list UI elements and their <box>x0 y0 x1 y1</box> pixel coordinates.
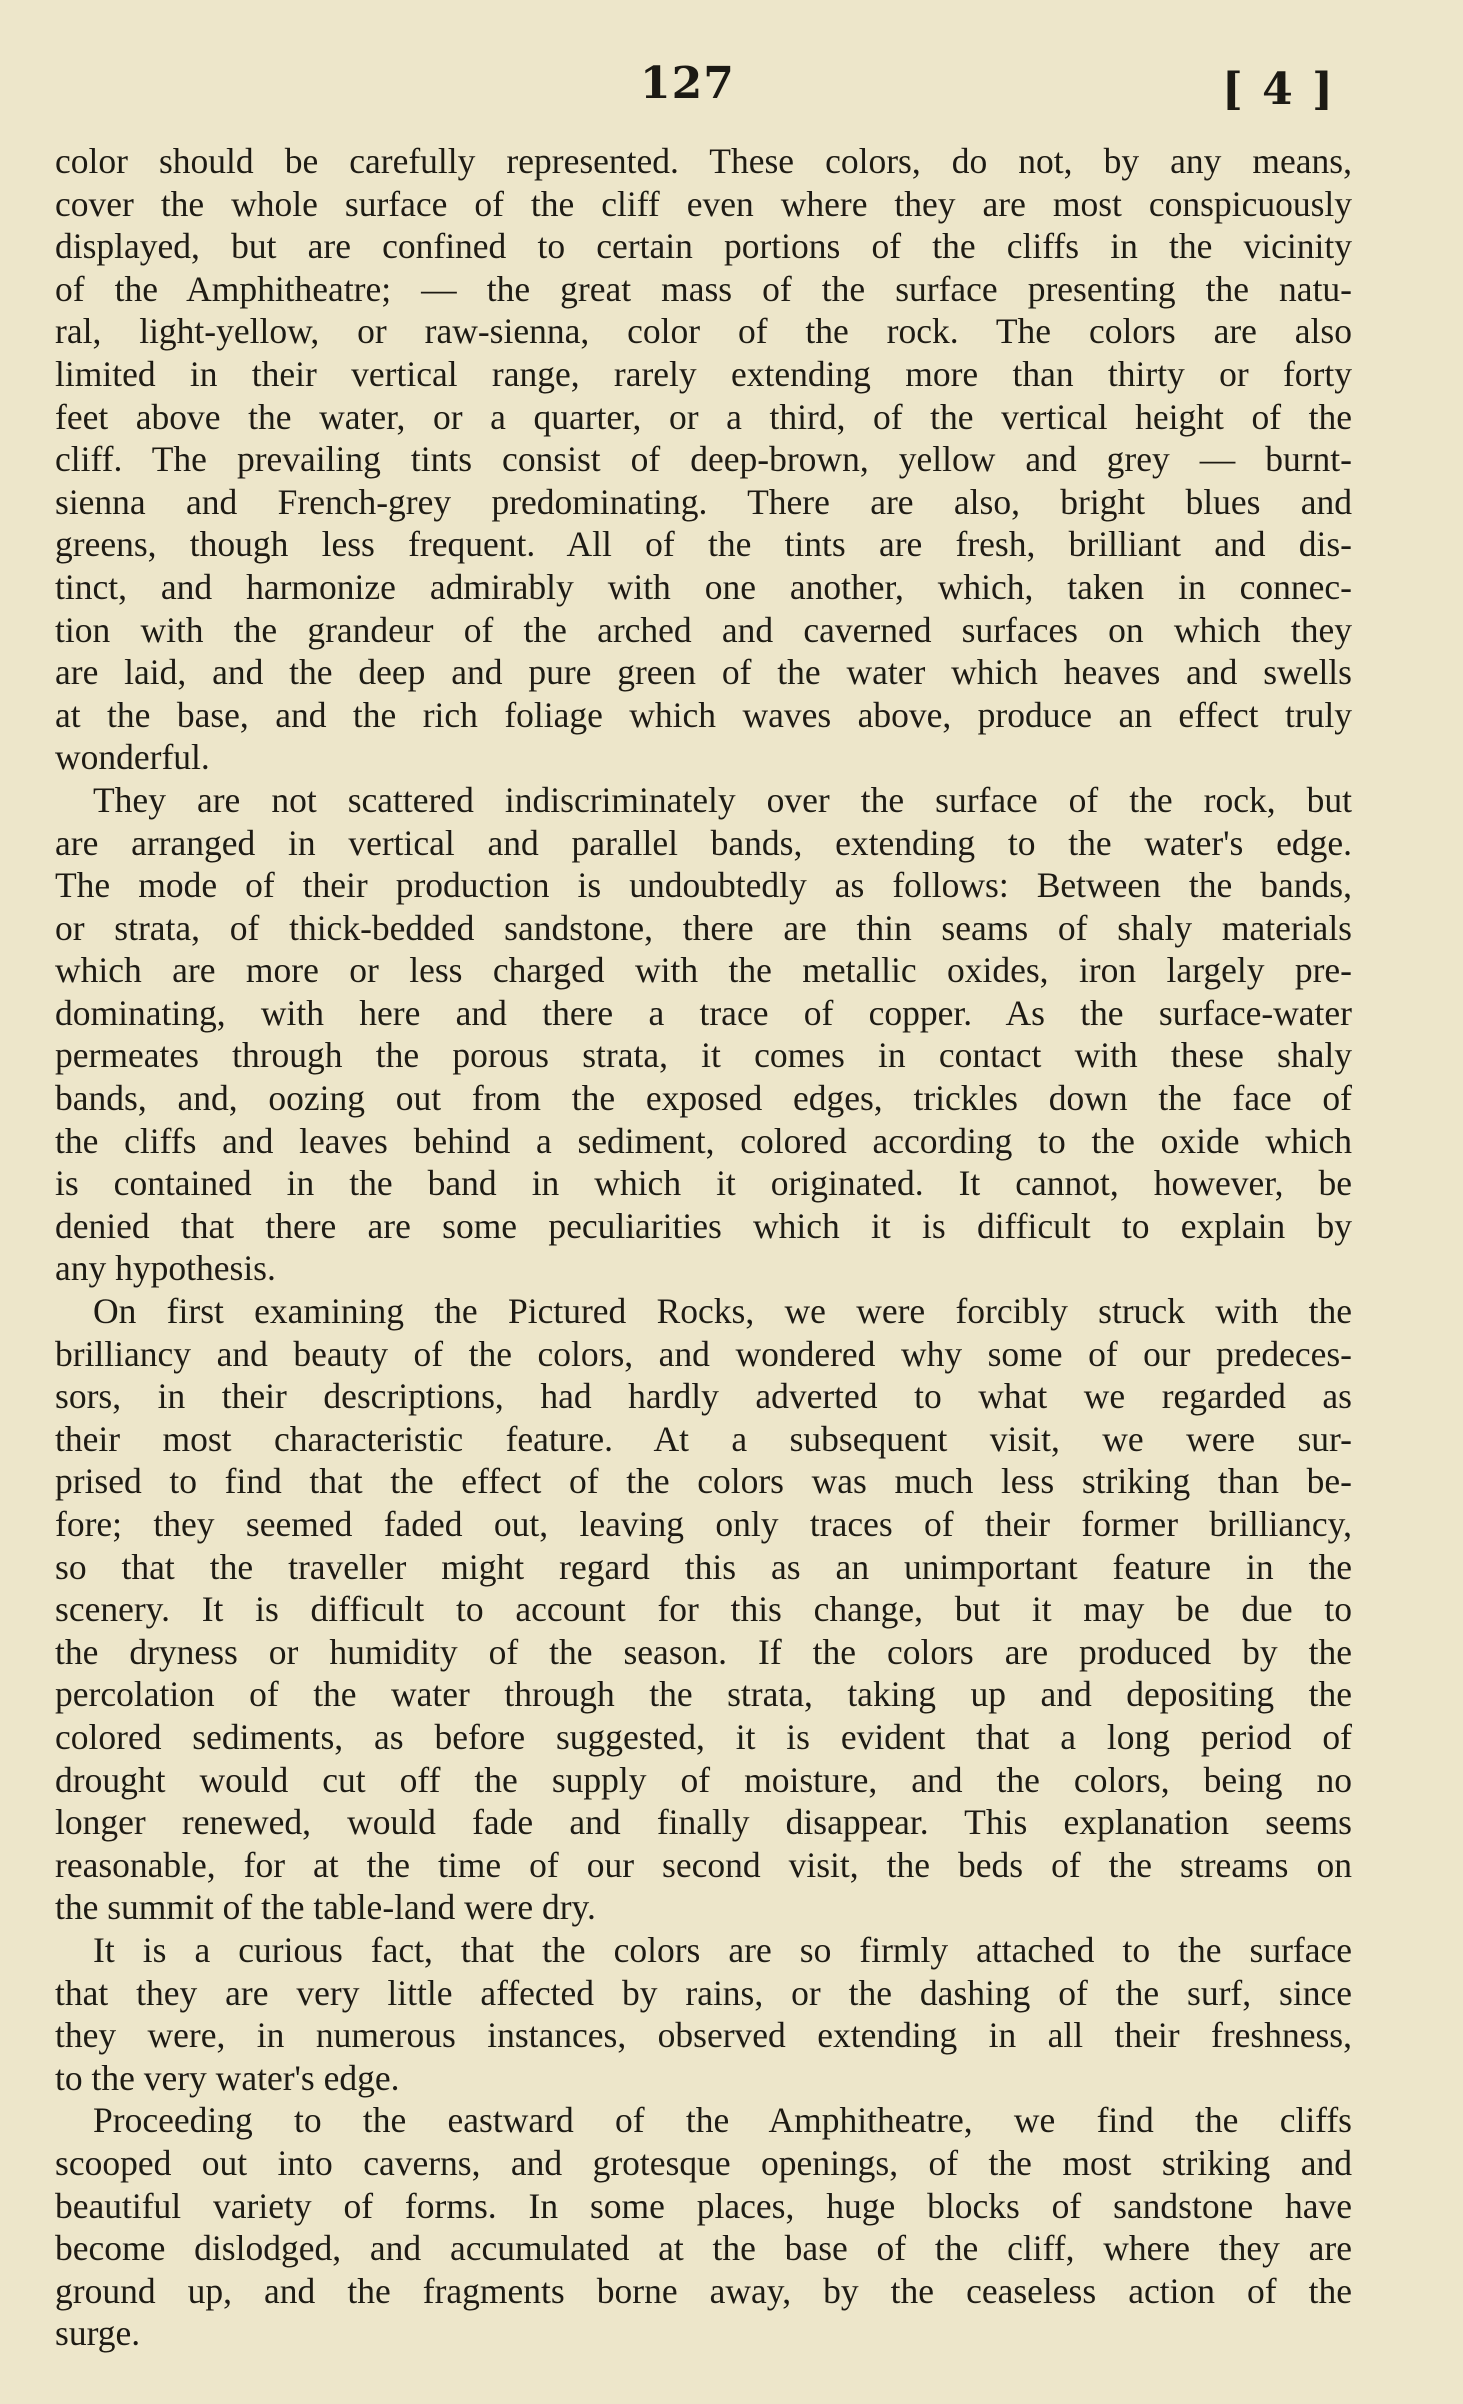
text-line: limited in their vertical range, rarely extending more than thirty or forty <box>55 353 1352 394</box>
text-line: drought would cut off the supply of moisture, and the colors, being no <box>55 1759 1352 1800</box>
text-line: displayed, but are confined to certain portions of the cliffs in the vicinity <box>55 226 1352 267</box>
page-number: 127 <box>640 58 735 109</box>
text-line: cover the whole surface of the cliff even where they are most conspicuously <box>55 183 1352 224</box>
text-line: wonderful. <box>55 737 210 778</box>
text-line: they were, in numerous instances, observed extending in all their freshness, <box>55 2015 1352 2056</box>
text-line: It is a curious fact, that the colors are so firmly attached to the surface <box>93 1929 1352 1970</box>
text-line: denied that there are some peculiarities which it is difficult to explain by <box>55 1205 1352 1246</box>
text-line: become dislodged, and accumulated at the base of the cliff, where they are <box>55 2228 1352 2269</box>
text-line: the cliffs and leaves behind a sediment, colored according to the oxide which <box>55 1120 1352 1161</box>
paragraph <box>55 1929 1352 2099</box>
text-line: sienna and French-grey predominating. There are also, bright blues and <box>55 481 1352 522</box>
page-header <box>0 58 1463 138</box>
text-line: surge. <box>55 2313 141 2354</box>
signature-mark: [ 4 ] <box>1222 64 1335 115</box>
text-line: which are more or less charged with the metallic oxides, iron largely pre- <box>55 950 1352 991</box>
text-line: Proceeding to the eastward of the Amphitheatre, we find the cliffs <box>93 2100 1352 2141</box>
text-line: to the very water's edge. <box>55 2057 400 2098</box>
text-line: percolation of the water through the strata, taking up and depositing the <box>55 1674 1352 1715</box>
text-line: brilliancy and beauty of the colors, and wondered why some of our predeces- <box>55 1333 1352 1374</box>
text-line: longer renewed, would fade and finally disappear. This explanation seems <box>55 1802 1352 1843</box>
text-line: ral, light-yellow, or raw-sienna, color of the rock. The colors are also <box>55 311 1352 352</box>
text-line: permeates through the porous strata, it comes in contact with these shaly <box>55 1035 1352 1076</box>
text-line: bands, and, oozing out from the exposed edges, trickles down the face of <box>55 1078 1352 1119</box>
text-line: tion with the grandeur of the arched and caverned surfaces on which they <box>55 609 1352 650</box>
paragraph <box>55 779 1352 1290</box>
text-line: reasonable, for at the time of our second visit, the beds of the streams on <box>55 1844 1352 1885</box>
body-text <box>55 140 1352 2355</box>
paragraph <box>55 1290 1352 1929</box>
paragraph <box>55 140 1352 779</box>
text-line: ground up, and the fragments borne away, by the ceaseless action of the <box>55 2270 1352 2311</box>
text-line: greens, though less frequent. All of the tints are fresh, brilliant and dis- <box>55 524 1352 565</box>
text-line: are arranged in vertical and parallel bands, extending to the water's edge. <box>55 822 1352 863</box>
text-line: On first examining the Pictured Rocks, we were forcibly struck with the <box>93 1291 1352 1332</box>
text-line: color should be carefully represented. These colors, do not, by any means, <box>55 141 1352 181</box>
text-line: scenery. It is difficult to account for this change, but it may be due to <box>55 1589 1352 1630</box>
text-line: are laid, and the deep and pure green of the water which heaves and swells <box>55 652 1352 693</box>
paragraph <box>55 2099 1352 2355</box>
text-line: They are not scattered indiscriminately over the surface of the rock, but <box>93 779 1352 820</box>
text-line: The mode of their production is undoubtedly as follows: Between the bands, <box>55 865 1352 906</box>
text-line: beautiful variety of forms. In some places, huge blocks of sandstone have <box>55 2185 1352 2226</box>
text-line: colored sediments, as before suggested, it is evident that a long period of <box>55 1716 1352 1757</box>
text-line: that they are very little affected by rains, or the dashing of the surf, since <box>55 1972 1352 2013</box>
text-line: feet above the water, or a quarter, or a third, of the vertical height of the <box>55 396 1352 437</box>
text-line: is contained in the band in which it originated. It cannot, however, be <box>55 1163 1352 1204</box>
text-line: dominating, with here and there a trace of copper. As the surface-water <box>55 992 1352 1033</box>
text-line: their most characteristic feature. At a subsequent visit, we were sur- <box>55 1418 1352 1459</box>
text-line: or strata, of thick-bedded sandstone, there are thin seams of shaly materials <box>55 907 1352 948</box>
text-line: so that the traveller might regard this as an unimportant feature in the <box>55 1546 1352 1587</box>
text-line: cliff. The prevailing tints consist of deep-brown, yellow and grey — burnt- <box>55 439 1352 480</box>
text-line: any hypothesis. <box>55 1248 276 1289</box>
text-line: sors, in their descriptions, had hardly adverted to what we regarded as <box>55 1376 1352 1417</box>
text-line: scooped out into caverns, and grotesque openings, of the most striking and <box>55 2142 1352 2183</box>
text-line: tinct, and harmonize admirably with one another, which, taken in connec- <box>55 566 1352 607</box>
text-line: of the Amphitheatre; — the great mass of the surface presenting the natu- <box>55 268 1352 309</box>
text-line: the dryness or humidity of the season. If the colors are produced by the <box>55 1631 1352 1672</box>
text-line: prised to find that the effect of the colors was much less striking than be- <box>55 1461 1352 1502</box>
text-line: fore; they seemed faded out, leaving only traces of their former brilliancy, <box>55 1504 1352 1544</box>
text-line: at the base, and the rich foliage which waves above, produce an effect truly <box>55 694 1352 735</box>
text-line: the summit of the table-land were dry. <box>55 1887 596 1928</box>
